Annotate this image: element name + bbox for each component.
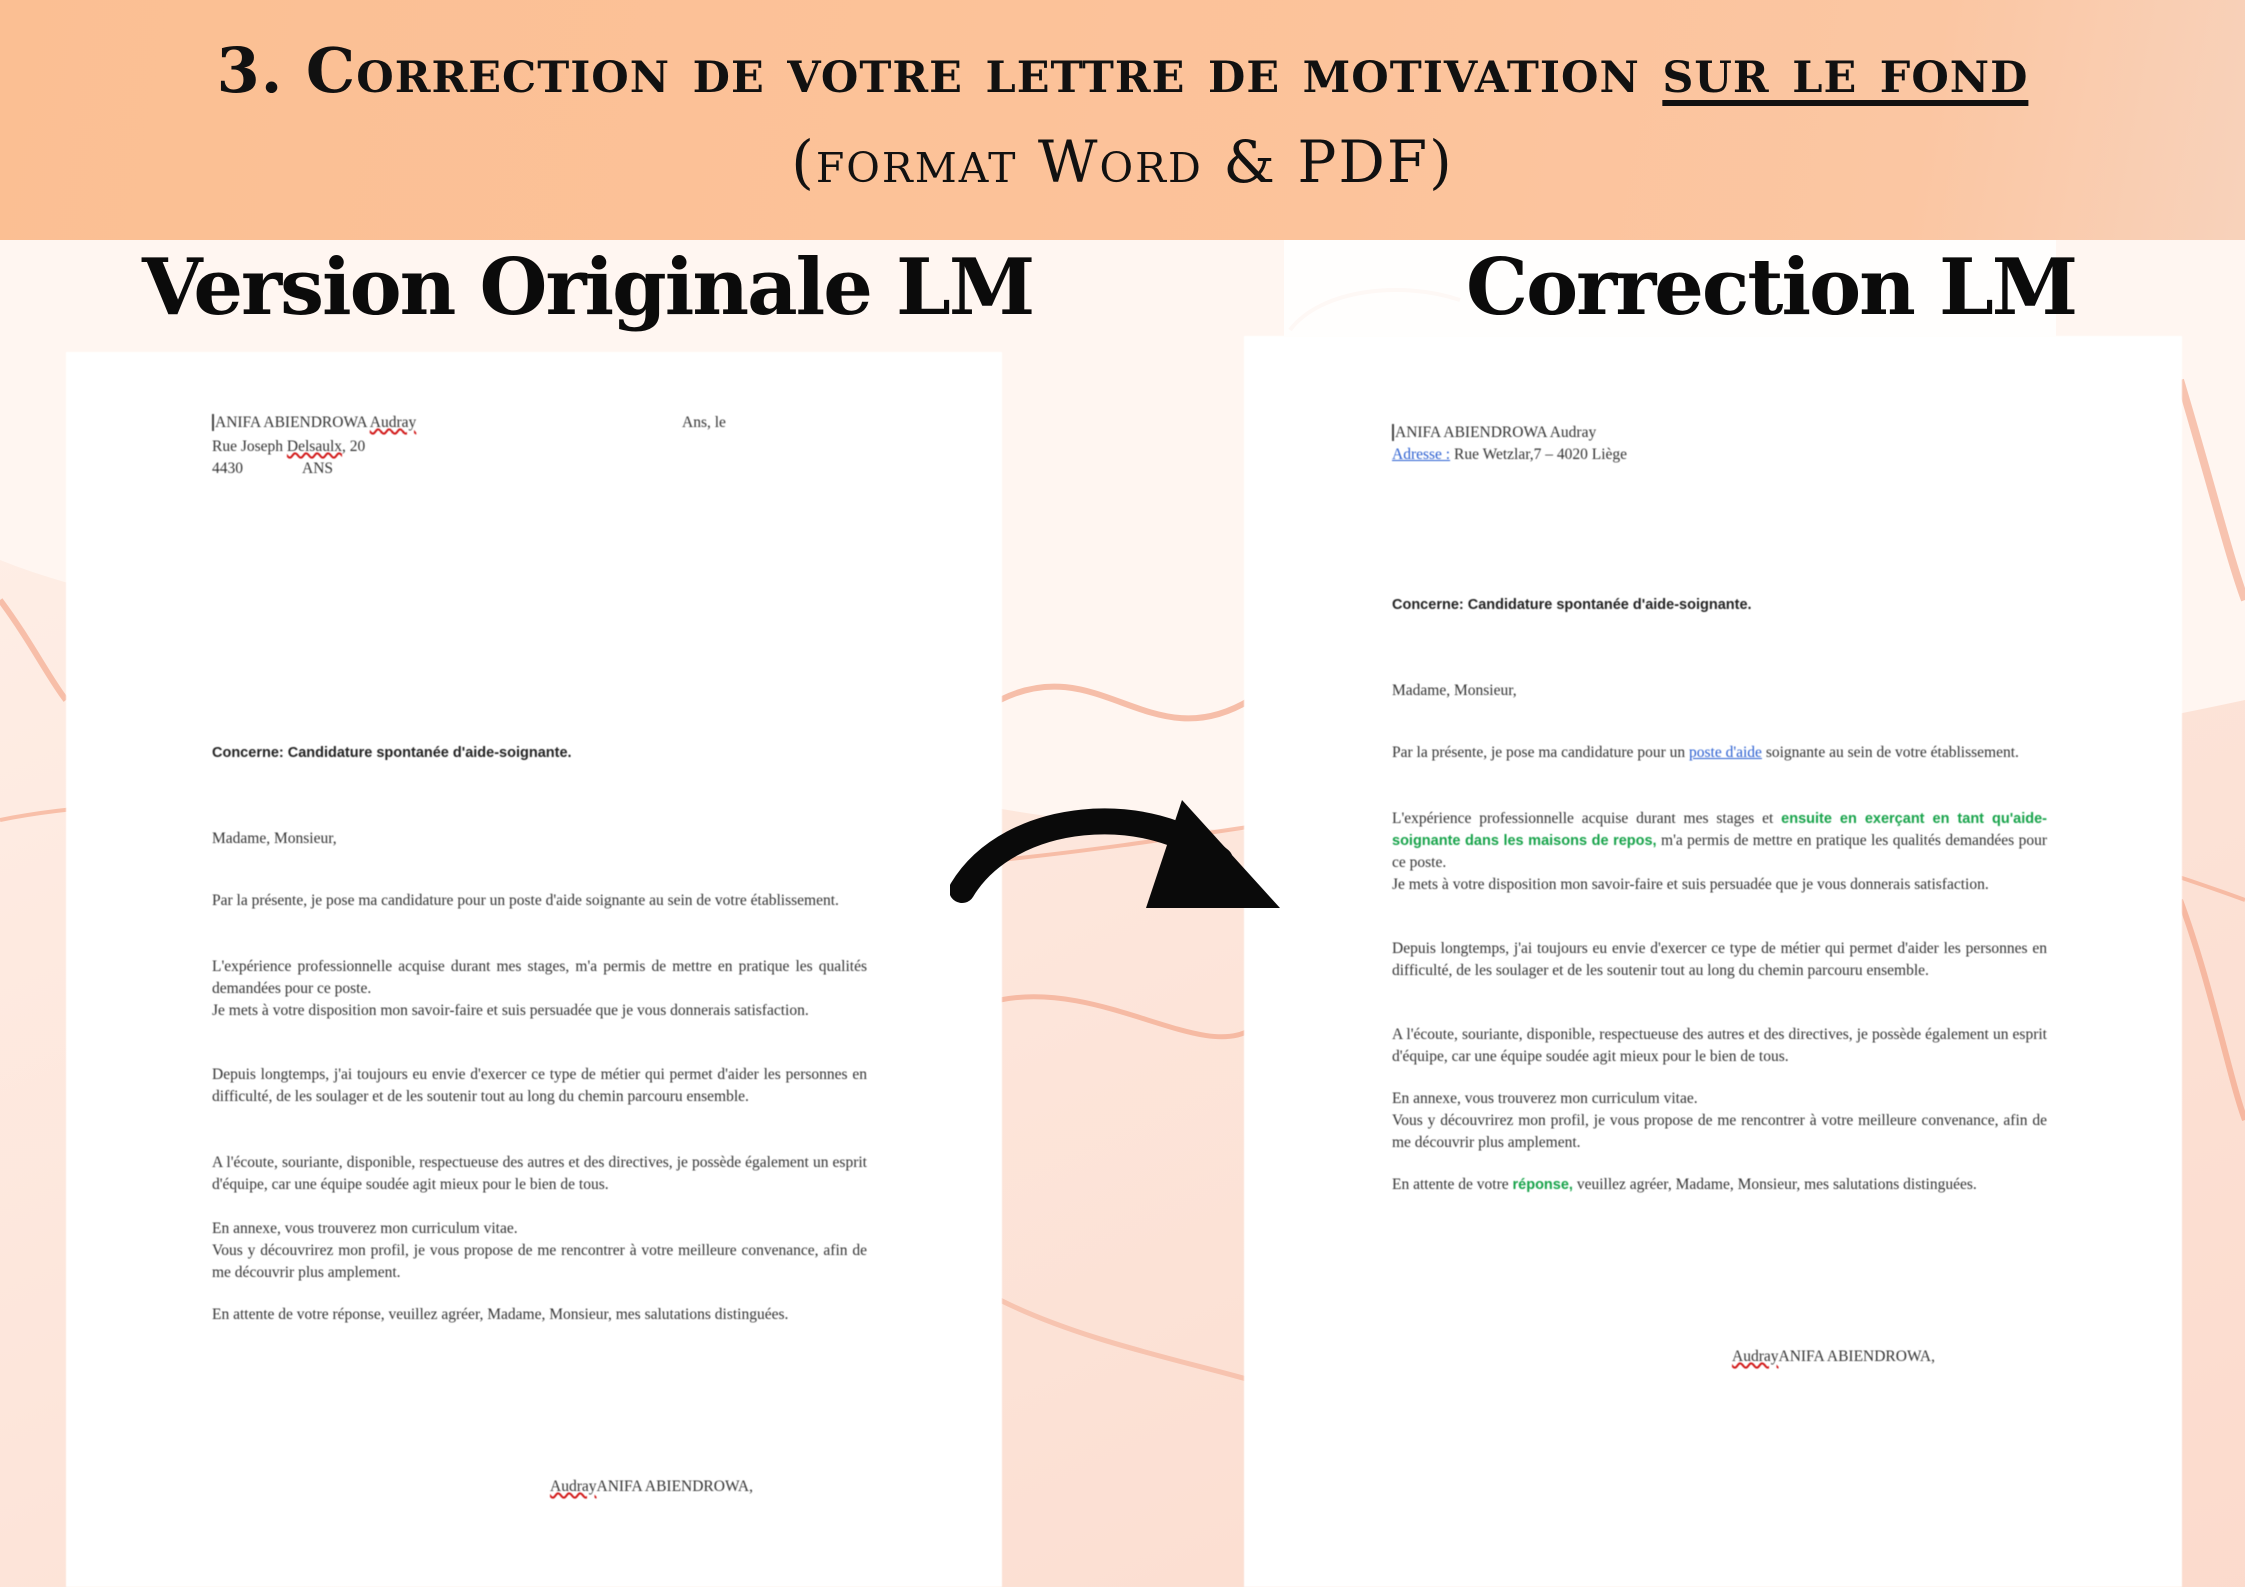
original-city: ANS bbox=[302, 460, 334, 477]
banner-subtitle: (format Word & PDF) bbox=[791, 128, 1454, 196]
corrected-salutation: Madame, Monsieur, bbox=[1392, 682, 1517, 699]
corrected-p1-highlight: poste d'aide bbox=[1688, 744, 1762, 761]
original-postal-code: 4430 bbox=[212, 460, 243, 477]
original-paragraph-6: En attente de votre réponse, veuillez agréer, Madame, Monsieur, mes salutations distinguées. bbox=[212, 1306, 789, 1323]
corrected-paragraph-2b: Je mets à votre disposition mon savoir-faire et suis persuadée que je vous donnerais satisfaction. bbox=[1392, 876, 1989, 893]
corrected-paragraph-5a: En annexe, vous trouverez mon curriculum vitae. bbox=[1392, 1090, 1698, 1107]
heading-original: Version Originale LM bbox=[142, 242, 1034, 333]
original-paragraph-5a: En annexe, vous trouverez mon curriculum vitae. bbox=[212, 1220, 518, 1237]
corrected-p6-end: veuillez agréer, Madame, Monsieur, mes salutations distinguées. bbox=[1576, 1176, 1977, 1193]
corrected-signature-name: ANIFA ABIENDROWA, bbox=[1778, 1348, 1935, 1365]
corrected-signature bbox=[1732, 1346, 1935, 1368]
corrected-address: Rue Wetzlar,7 – 4020 Liège bbox=[1454, 446, 1628, 463]
original-signature-name: ANIFA ABIENDROWA, bbox=[596, 1478, 753, 1495]
corrected-paragraph-3: Depuis longtemps, j'ai toujours eu envie d'exercer ce type de métier qui permet d'aider les personnes en difficulté, de les soulager et de les soutenir tout au long du chemin parcouru ensemble. bbox=[1392, 940, 2047, 979]
corrected-p2-addition: ensuite en exerçant en tant qu'aide-soignante dans les maisons de repos, bbox=[1392, 811, 2048, 849]
original-signature bbox=[550, 1476, 753, 1498]
original-letter-page bbox=[66, 352, 1002, 1587]
header-banner bbox=[0, 0, 2245, 240]
corrected-p1-end: soignante au sein de votre établissement. bbox=[1765, 744, 2019, 761]
original-paragraph-4: A l'écoute, souriante, disponible, respectueuse des autres et des directives, je possède également un esprit d'équipe, car une équipe soudée agit mieux pour le bien de tous. bbox=[212, 1154, 867, 1193]
original-signature-firstname: Audray bbox=[550, 1478, 597, 1495]
corrected-p2-start: L'expérience professionnelle acquise durant mes stages et bbox=[1392, 810, 1774, 827]
corrected-paragraph-4: A l'écoute, souriante, disponible, respectueuse des autres et des directives, je possède également un esprit d'équipe, car une équipe soudée agit mieux pour le bien de tous. bbox=[1392, 1026, 2047, 1065]
original-date-place: Ans, le bbox=[682, 414, 726, 431]
original-paragraph-2b: Je mets à votre disposition mon savoir-faire et suis persuadée que je vous donnerais satisfaction. bbox=[212, 1002, 809, 1019]
banner-title-underlined: sur le fond bbox=[1662, 34, 2029, 107]
original-salutation: Madame, Monsieur, bbox=[212, 830, 337, 847]
original-street-name: Delsaulx bbox=[286, 438, 343, 455]
corrected-p1-start: Par la présente, je pose ma candidature pour un bbox=[1392, 744, 1686, 761]
corrected-paragraph-6 bbox=[1392, 1174, 2047, 1196]
banner-title bbox=[0, 34, 2245, 107]
original-paragraph-5b: Vous y découvrirez mon profil, je vous propose de me rencontrer à votre meilleure convenance, afin de me découvrir plus amplement. bbox=[212, 1242, 867, 1281]
original-paragraph-2a: L'expérience professionnelle acquise durant mes stages, m'a permis de mettre en pratique les qualités demandées pour ce poste. bbox=[212, 958, 867, 997]
original-subject: Concerne: Candidature spontanée d'aide-soignante. bbox=[212, 745, 572, 761]
banner-title-text: 3. Correction de votre lettre de motivation bbox=[216, 34, 1640, 107]
original-paragraph-1: Par la présente, je pose ma candidature pour un poste d'aide soignante au sein de votre établissement. bbox=[212, 892, 839, 909]
original-sender-line bbox=[212, 412, 416, 434]
corrected-address-line bbox=[1392, 444, 1627, 466]
corrected-paragraph-1 bbox=[1392, 742, 2047, 764]
original-street-line: Rue Joseph Delsaulx, 20 bbox=[212, 438, 366, 455]
corrected-sender-text: ANIFA ABIENDROWA Audray bbox=[1392, 424, 1596, 441]
corrected-subject: Concerne: Candidature spontanée d'aide-soignante. bbox=[1392, 597, 1752, 613]
curved-arrow-right-icon bbox=[950, 790, 1300, 930]
corrected-paragraph-5b: Vous y découvrirez mon profil, je vous propose de me rencontrer à votre meilleure convenance, afin de me découvrir plus amplement. bbox=[1392, 1112, 2047, 1151]
corrected-address-label: Adresse : bbox=[1392, 446, 1451, 463]
corrected-signature-firstname: Audray bbox=[1732, 1348, 1779, 1365]
corrected-letter-page bbox=[1244, 336, 2182, 1587]
corrected-p6-addition: réponse, bbox=[1512, 1177, 1573, 1193]
original-sender-firstname: Audray bbox=[369, 414, 417, 431]
original-street-number: 20 bbox=[349, 438, 366, 455]
original-street: Rue Joseph bbox=[212, 438, 284, 455]
corrected-paragraph-2 bbox=[1392, 808, 2047, 874]
original-paragraph-3: Depuis longtemps, j'ai toujours eu envie d'exercer ce type de métier qui permet d'aider les personnes en difficulté, de les soulager et de les soutenir tout au long du chemin parcouru ensemble. bbox=[212, 1066, 867, 1105]
heading-correction: Correction LM bbox=[1466, 242, 2077, 333]
corrected-p6-start: En attente de votre bbox=[1392, 1176, 1509, 1193]
corrected-p2-end: m'a permis de mettre en pratique les qualités demandées pour ce poste. bbox=[1392, 832, 2048, 871]
corrected-sender bbox=[1392, 422, 1596, 444]
original-sender-name: ANIFA ABIENDROWA bbox=[212, 414, 367, 431]
